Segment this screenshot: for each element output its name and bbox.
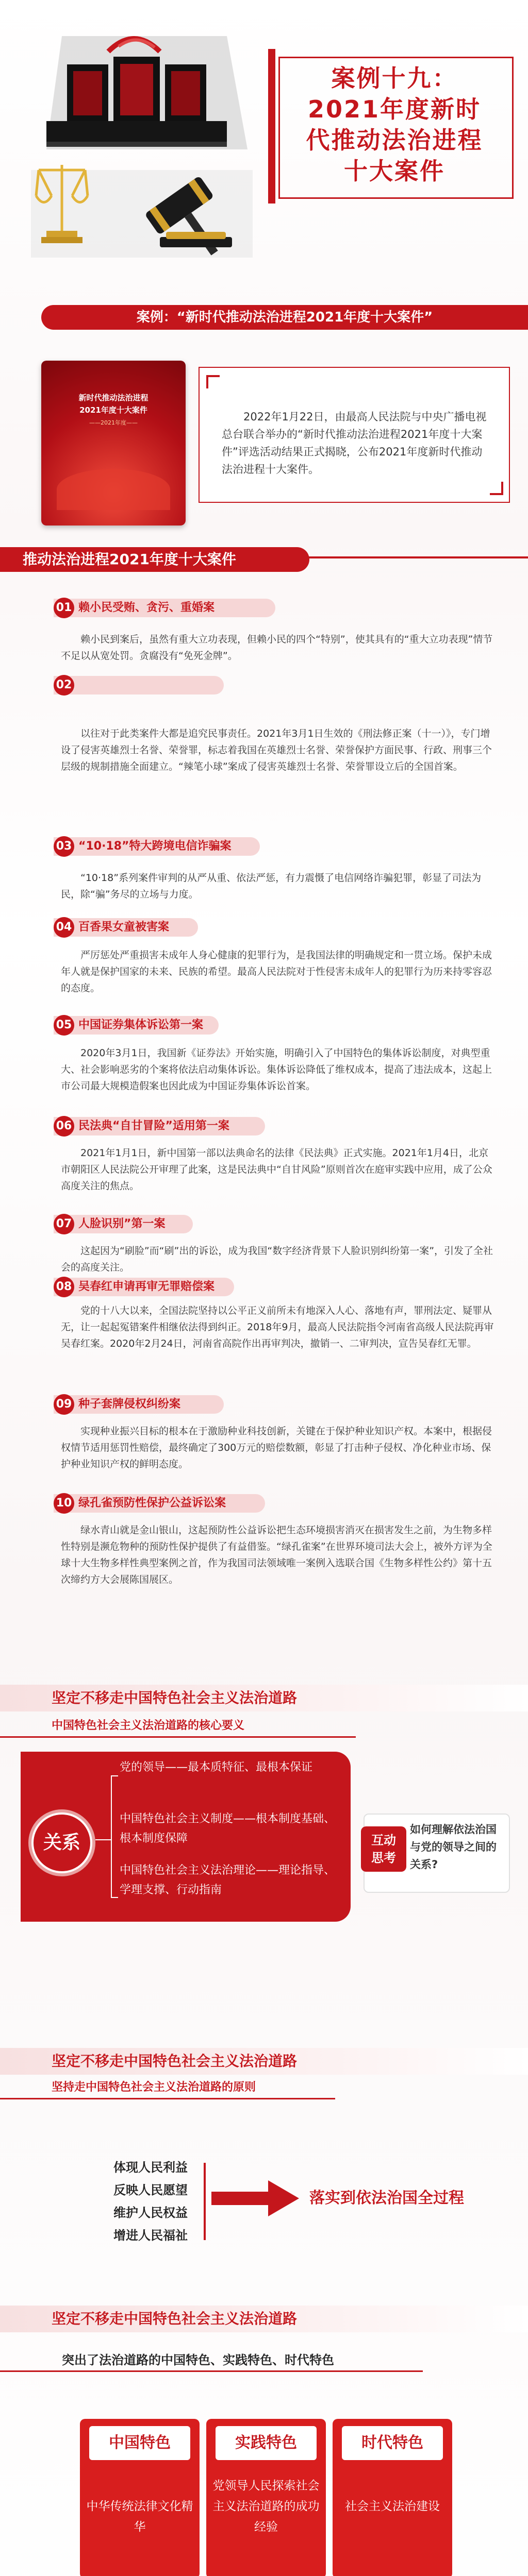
poster-image (41, 361, 186, 526)
section-tab: 推动法治进程2021年度十大案件 (0, 547, 309, 572)
principle-item-1: 体现人民利益 (113, 2160, 188, 2175)
think-label-1: 互动 (371, 1833, 396, 1848)
intro-corner-bottom (490, 482, 503, 495)
case-08-text: 党的十八大以来，全国法院坚持以公平正义前所未有地深入人心、落地有声，罪刑法定、疑罪从无，让一起起冤错案件相继依法得到纠正。2018年9月，最高人民法院指令河南省高级人民法院再审吴春红案。2020年2月24日，河南省高院作出再审判决，撤销一、二审判决，宣告吴春红无罪。 (61, 1305, 494, 1349)
principle-bracket (204, 2163, 206, 2240)
case-02-number: 02 (54, 675, 74, 696)
case-07-text: 这起因为“刷脸”而“刷”出的诉讼，成为我国“数字经济背景下人脸识别纠纷第一案”，引发了全社会的高度关注。 (61, 1245, 493, 1273)
case-05-title: 中国证券集体诉讼第一案 (78, 1019, 204, 1031)
feature-column-practice-text: 党领导人民探索社会主义法治道路的成功经验 (212, 2479, 320, 2534)
case-bar: 案例：“新时代推动法治进程2021年度十大案件” (41, 305, 528, 330)
poster-line-2: 2021年度十大案件 (79, 405, 147, 415)
case-09-title: 种子套牌侵权纠纷案 (78, 1398, 181, 1411)
principle-item-3: 维护人民权益 (113, 2206, 188, 2220)
case-09-number: 09 (54, 1394, 74, 1415)
case-07-number: 07 (54, 1214, 74, 1234)
case-04-title: 百香果女童被害案 (78, 921, 170, 934)
case-03-number: 03 (54, 836, 74, 857)
title-frame-accent (268, 49, 275, 204)
case-08-title: 吴春红申请再审无罪赔偿案 (78, 1280, 215, 1293)
section-2-title: 坚定不移走中国特色社会主义法治道路 (52, 2053, 298, 2070)
case-05-number: 05 (54, 1015, 74, 1036)
poster-line-3: ——2021年度—— (89, 419, 138, 426)
case-10-text: 绿水青山就是金山银山，这起预防性公益诉讼把生态环境损害消灭在损害发生之前，为生物多样性特别是濒危物种的预防性保护提供了有益借鉴。“绿孔雀案”在世界环境司法大会上，被外方评为全球十大生物多样性典型案例之首，作为我国司法领域唯一案例入选联合国《生物多样性公约》第十五次缔约方大会展陈国展区。 (61, 1524, 492, 1585)
feature-column-era (333, 2419, 452, 2576)
title-line-1: 案例十九： (331, 64, 458, 92)
poster-line-1: 新时代推动法治进程 (78, 393, 148, 402)
case-09-text: 实现种业振兴目标的根本在于激励种业科技创新，关键在于保护种业知识产权。本案中，根据侵权情节适用惩罚性赔偿，最终确定了300万元的赔偿数额，彰显了打击种子侵权、净化种业市场、保护种业知识产权的鲜明态度。 (61, 1426, 492, 1470)
case-03-title: “10·18”特大跨境电信诈骗案 (78, 840, 232, 853)
relation-bracket-top (111, 1775, 118, 1776)
case-01-number: 01 (54, 598, 74, 618)
relation-item-1: 党的领导——最本质特征、最根本保证 (120, 1761, 313, 1774)
case-02-bar (54, 676, 224, 694)
principle-item-4: 增进人民福祉 (113, 2228, 188, 2243)
section-3-subtitle: 突出了法治道路的中国特色、实践特色、时代特色 (62, 2353, 334, 2367)
case-04-number: 04 (54, 917, 74, 938)
case-08-number: 08 (54, 1277, 74, 1297)
case-04-text: 严厉惩处严重损害未成年人身心健康的犯罪行为，是我国法律的明确规定和一贯立场。保护未成年人就是保护国家的未来、民族的希望。最高人民法院对于性侵害未成年人的犯罪行为历来持零容忍的态度。 (61, 950, 492, 994)
case-07-title: 人脸识别”第一案 (78, 1217, 166, 1230)
feature-column-era-text: 社会主义法治建设 (345, 2500, 440, 2513)
intro-corner-top (206, 375, 220, 388)
poster-decoration (57, 469, 170, 510)
case-01-text: 赖小民到案后，虽然有重大立功表现，但赖小民的四个“特别”，使其具有的“重大立功表现”情节不足以从宽处罚。贪腐没有“免死金牌”。 (61, 634, 493, 662)
feature-column-practice-head: 实践特色 (216, 2426, 317, 2460)
relation-connector (95, 1839, 111, 1840)
relation-item-2: 中国特色社会主义制度——根本制度基础、根本制度保障 (120, 1812, 336, 1845)
case-06-text: 2021年1月1日，新中国第一部以法典命名的法律《民法典》正式实施。2021年1月4日，北京市朝阳区人民法院公开审理了此案，这是民法典中“自甘风险”原则首次在庭审实践中应用，成了公众高度关注的焦点。 (61, 1147, 492, 1192)
case-06-number: 06 (54, 1116, 74, 1137)
case-03-text: “10·18”系列案件审判的从严从重、依法严惩，有力震慑了电信网络诈骗犯罪，彰显了司法为民，除“骗”务尽的立场与力度。 (61, 872, 482, 900)
feature-column-china-text: 中华传统法律文化精华 (86, 2500, 193, 2534)
case-02-text: 以往对于此类案件大都是追究民事责任。2021年3月1日生效的《刑法修正案（十一）》，专门增设了侵害英雄烈士名誉、荣誉罪，标志着我国在英雄烈士名誉、荣誉保护方面民事、行政、刑事三个层级的规制措施全面建立。“辣笔小球”案成了侵害英雄烈士名誉、荣誉罪设立后的全国首案。 (61, 728, 492, 772)
principle-result: 落实到依法治国全过程 (309, 2189, 464, 2207)
feature-column-china-head: 中国特色 (89, 2426, 190, 2460)
think-label-2: 思考 (371, 1851, 396, 1865)
feature-column-china (80, 2419, 200, 2576)
title-line-2: 2021年度新时 (307, 95, 482, 123)
case-05-text: 2020年3月1日，我国新《证券法》开始实施，明确引入了中国特色的集体诉讼制度，对典型重大、社会影响恶劣的个案将依法启动集体诉讼。集体诉讼降低了维权成本，提高了违法成本，这起上市公司最大规模造假案也因此成为中国证券集体诉讼首案。 (61, 1047, 492, 1092)
right-arrow-icon (211, 2180, 299, 2216)
principle-list (113, 2156, 188, 2247)
feature-column-era-head: 时代特色 (342, 2426, 443, 2460)
section-1-subtitle: 中国特色社会主义法治道路的核心要义 (52, 1719, 245, 1732)
relation-bracket (111, 1775, 112, 1898)
principle-item-2: 反映人民愿望 (113, 2183, 188, 2197)
think-question: 如何理解依法治国与党的领导之间的关系? (410, 1823, 497, 1871)
case-10-number: 10 (54, 1493, 74, 1514)
case-10-title: 绿孔雀预防性保护公益诉讼案 (78, 1497, 226, 1510)
page-title (284, 63, 505, 187)
feature-column-practice (206, 2419, 326, 2576)
relation-badge-label: 关系 (34, 1815, 90, 1871)
court-gavel-illustration (31, 15, 253, 258)
section-1-title: 坚定不移走中国特色社会主义法治道路 (52, 1689, 298, 1706)
intro-text: 2022年1月22日，由最高人民法院与中央广播电视总台联合举办的“新时代推动法治进程2021年度十大案件”评选活动结果正式揭晓，公布2021年度新时代推动法治进程十大案件。 (222, 411, 487, 476)
section-2-subtitle: 坚持走中国特色社会主义法治道路的原则 (52, 2081, 256, 2094)
relation-item-3: 中国特色社会主义法治理论——理论指导、学理支撑、行动指南 (120, 1864, 336, 1896)
section-3-title: 坚定不移走中国特色社会主义法治道路 (52, 2310, 298, 2327)
title-line-4: 十大案件 (344, 157, 445, 185)
case-06-title: 民法典“自甘冒险”适用第一案 (78, 1120, 229, 1132)
title-line-3: 代推动法治进程 (306, 126, 483, 154)
case-01-title: 赖小民受贿、贪污、重婚案 (78, 601, 215, 614)
relation-bracket-bottom (111, 1897, 118, 1898)
